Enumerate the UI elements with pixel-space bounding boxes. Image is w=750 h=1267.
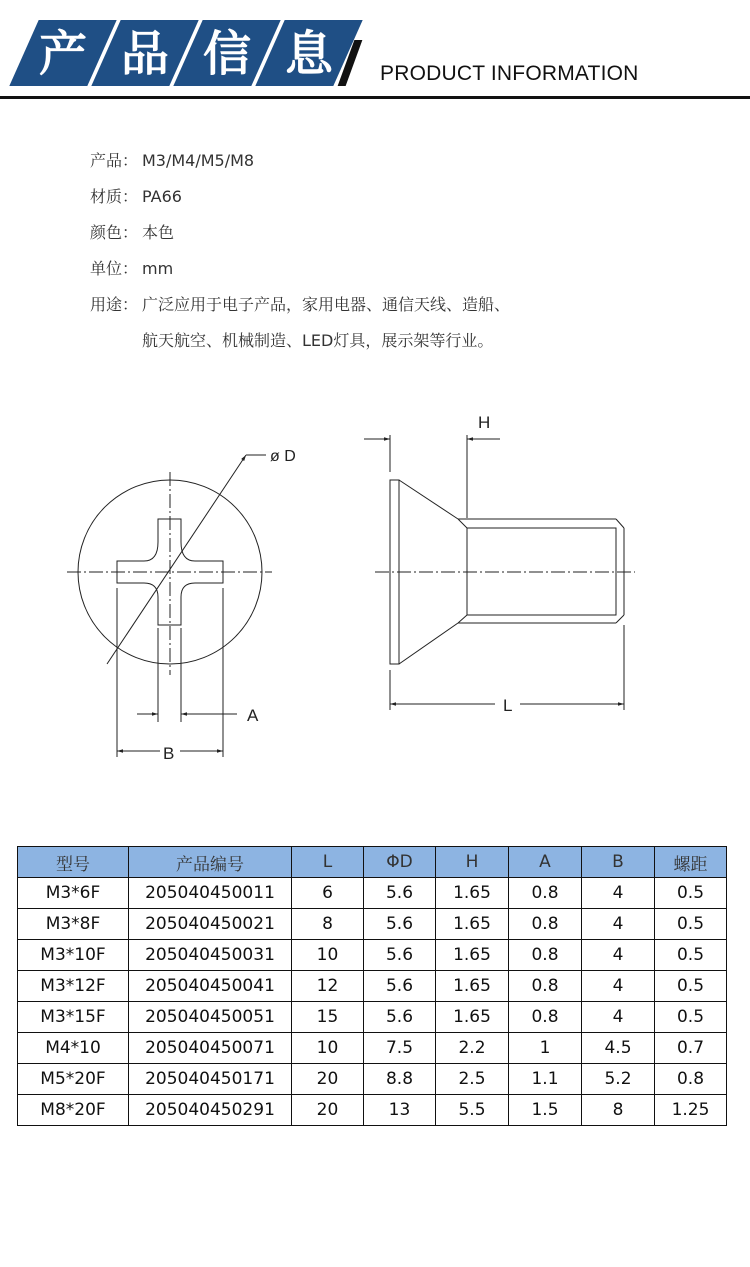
cell: 0.7 [655,1033,727,1064]
spec-color [90,220,510,256]
spec-table [17,846,727,1126]
cell: 4 [582,878,655,909]
spec-value: mm [142,259,174,278]
technical-drawing [0,400,750,800]
diameter-label: ø D [270,448,296,465]
cell: 205040450041 [129,971,292,1002]
table-row [18,971,727,1002]
cell: 12 [292,971,364,1002]
col-header-l: L [292,847,364,878]
spec-unit [90,256,510,292]
h-label: H [478,413,491,432]
cell: 1.65 [436,878,509,909]
spec-usage-cont [90,328,510,364]
spec-list [90,148,510,364]
cell: 4 [582,1002,655,1033]
spec-label: 用途： [90,295,139,314]
spec-label: 材质： [90,187,139,206]
cell: 5.6 [364,878,436,909]
table-row [18,1064,727,1095]
spec-label: 单位： [90,259,139,278]
cell: M4*10 [18,1033,129,1064]
cell: 13 [364,1095,436,1126]
cell: 6 [292,878,364,909]
cell: 5.6 [364,940,436,971]
cell: 0.8 [509,909,582,940]
cell: 0.8 [509,940,582,971]
cell: 0.8 [655,1064,727,1095]
table-row [18,1033,727,1064]
cell: 4.5 [582,1033,655,1064]
cell: M3*15F [18,1002,129,1033]
col-header-d: ΦD [364,847,436,878]
cell: 4 [582,940,655,971]
cell: 2.2 [436,1033,509,1064]
a-label: A [247,706,259,725]
table-row [18,940,727,971]
cell: 15 [292,1002,364,1033]
cell: 205040450021 [129,909,292,940]
table-row [18,909,727,940]
cell: 1.65 [436,971,509,1002]
cell: 205040450171 [129,1064,292,1095]
table-header-row [18,847,727,878]
cell: 0.5 [655,909,727,940]
cell: 2.5 [436,1064,509,1095]
cell: 4 [582,971,655,1002]
b-label: B [163,744,175,763]
title-char: 息 [284,26,333,82]
cell: 4 [582,909,655,940]
cell: 8 [582,1095,655,1126]
cell: 20 [292,1064,364,1095]
title-char: 产 [38,26,87,82]
col-header-code: 产品编号 [129,847,292,878]
cell: M5*20F [18,1064,129,1095]
cell: 1.5 [509,1095,582,1126]
cell: 205040450071 [129,1033,292,1064]
col-header-model: 型号 [18,847,129,878]
cell: 5.5 [436,1095,509,1126]
cell: 0.5 [655,1002,727,1033]
cell: 0.8 [509,1002,582,1033]
l-label: L [503,696,513,715]
spec-label: 产品： [90,151,139,170]
spec-material [90,184,510,220]
spec-value: 本色 [142,223,175,242]
cell: 8 [292,909,364,940]
cell: 5.2 [582,1064,655,1095]
table-row [18,878,727,909]
table-row [18,1002,727,1033]
cell: 0.5 [655,878,727,909]
cell: M8*20F [18,1095,129,1126]
cell: 205040450011 [129,878,292,909]
cell: 1.65 [436,909,509,940]
title-char: 信 [202,26,251,82]
page-header [0,0,750,100]
cell: 5.6 [364,971,436,1002]
cell: M3*12F [18,971,129,1002]
cell: M3*6F [18,878,129,909]
cell: 7.5 [364,1033,436,1064]
cell: 205040450051 [129,1002,292,1033]
spec-value: PA66 [142,187,182,206]
spec-product [90,148,510,184]
cell: M3*8F [18,909,129,940]
col-header-pitch: 螺距 [655,847,727,878]
cell: 1.65 [436,1002,509,1033]
spec-usage [90,292,510,328]
col-header-b: B [582,847,655,878]
side-view [364,413,635,715]
cell: 0.5 [655,940,727,971]
spec-value: 航天航空、机械制造、LED灯具，展示架等行业。 [142,331,494,350]
cell: 10 [292,940,364,971]
cell: 0.8 [509,878,582,909]
cell: 20 [292,1095,364,1126]
cell: M3*10F [18,940,129,971]
cell: 10 [292,1033,364,1064]
spec-value: M3/M4/M5/M8 [142,151,255,170]
cell: 0.5 [655,971,727,1002]
cell: 8.8 [364,1064,436,1095]
cell: 1 [509,1033,582,1064]
col-header-h: H [436,847,509,878]
cell: 5.6 [364,909,436,940]
spec-value: 广泛应用于电子产品，家用电器、通信天线、造船、 [142,295,511,314]
front-view [67,448,296,763]
cell: 1.65 [436,940,509,971]
cell: 1.1 [509,1064,582,1095]
title-char: 品 [120,26,169,82]
page-subtitle: PRODUCT INFORMATION [380,62,639,85]
cell: 0.8 [509,971,582,1002]
header-rule [0,96,750,99]
cell: 205040450291 [129,1095,292,1126]
cell: 1.25 [655,1095,727,1126]
cell: 5.6 [364,1002,436,1033]
cell: 205040450031 [129,940,292,971]
col-header-a: A [509,847,582,878]
spec-label: 颜色： [90,223,139,242]
table-row [18,1095,727,1126]
